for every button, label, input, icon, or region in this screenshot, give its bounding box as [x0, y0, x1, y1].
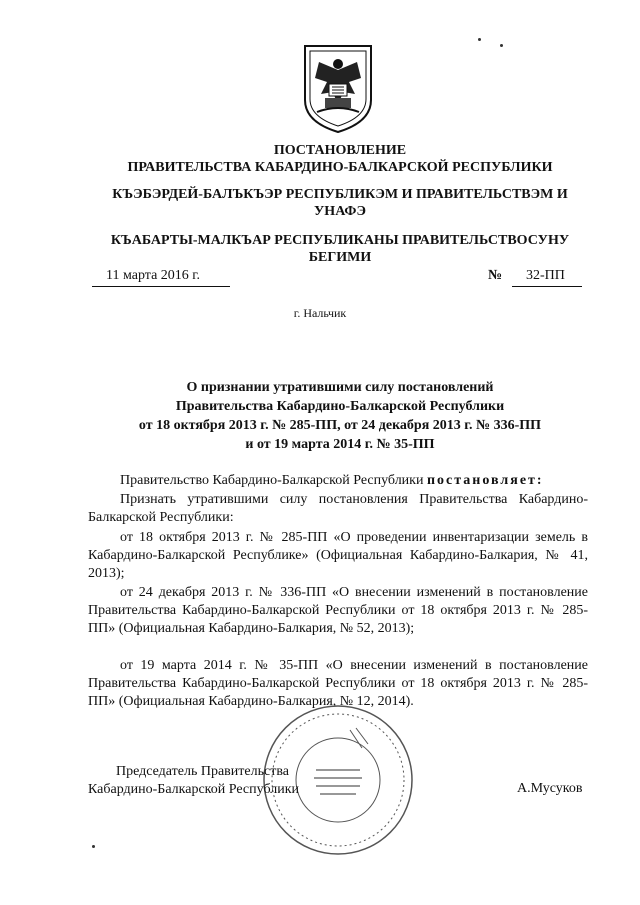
paragraph-item-2: от 24 декабря 2013 г. № 336-ПП «О внесении изменений в постановление Правительства Кабардино-Балкарской Республики от 18 октября 2013 г. № 285-ПП» (Официальная Кабардино-Балкария, № 52, 2013); [88, 585, 588, 636]
balkar-heading [105, 232, 575, 266]
kabardian-heading [105, 186, 575, 220]
kabardian-line-1: КЪЭБЭРДЕЙ-БАЛЪКЪЭР РЕСПУБЛИКЭМ И ПРАВИТЕЛЬСТВЭМ И [112, 187, 568, 202]
subject-line-4: и от 19 марта 2014 г. № 35-ПП [245, 437, 435, 452]
resolution-heading [80, 142, 600, 176]
position-line-2: Кабардино-Балкарской Республики [88, 782, 299, 797]
paragraph-repeal: Признать утратившими силу постановления Правительства Кабардино-Балкарской Республики: [88, 492, 588, 525]
date-value: 11 марта 2016 г. [106, 268, 200, 283]
balkar-line-2: БЕГИМИ [308, 250, 372, 265]
heading-line-2: ПРАВИТЕЛЬСТВА КАБАРДИНО-БАЛКАРСКОЙ РЕСПУБЛИКИ [127, 160, 553, 175]
subject-line-3: от 18 октября 2013 г. № 285-ПП, от 24 декабря 2013 г. № 336-ПП [138, 418, 542, 433]
position-line-1: Председатель Правительства [116, 764, 289, 779]
document-number [488, 266, 584, 286]
balkar-line-1: КЪАБАРТЫ-МАЛКЪАР РЕСПУБЛИКАНЫ ПРАВИТЕЛЬСТВОСУНУ [110, 233, 570, 248]
resolution-subject [90, 378, 590, 454]
number-sign: № [488, 268, 503, 283]
decree-lead: Правительство Кабардино-Балкарской Республики [120, 473, 424, 488]
subject-line-2: Правительства Кабардино-Балкарской Республики [175, 399, 505, 414]
heading-line-1: ПОСТАНОВЛЕНИЕ [273, 143, 407, 158]
kabardian-line-2: УНАФЭ [314, 204, 366, 219]
coat-of-arms-icon [299, 42, 377, 134]
paragraph-item-1: от 18 октября 2013 г. № 285-ПП «О проведении инвентаризации земель в Кабардино-Балкарской Республике» (Официальная Кабардино-Балкария, № 41, 2013); [88, 530, 588, 581]
city: г. Нальчик [293, 306, 347, 320]
paragraph-decree [88, 472, 588, 490]
number-field [512, 266, 582, 287]
subject-line-1: О признании утратившими силу постановлений [186, 380, 494, 395]
paragraph-item-3: от 19 марта 2014 г. № 35-ПП «О внесении изменений в постановление Правительства Кабардино-Балкарской Республики от 18 октября 2013 г. № 285-ПП» (Официальная Кабардино-Балкария, № 12, 2014). [88, 658, 588, 709]
decree-verb: постановляет: [426, 473, 544, 488]
document-date [92, 266, 230, 287]
scan-speck [92, 845, 95, 848]
signatory-name: А.Мусуков [517, 781, 583, 796]
scan-speck [478, 38, 481, 41]
scan-speck [500, 44, 503, 47]
number-value: 32-ПП [526, 268, 565, 283]
signatory-position [88, 763, 299, 799]
